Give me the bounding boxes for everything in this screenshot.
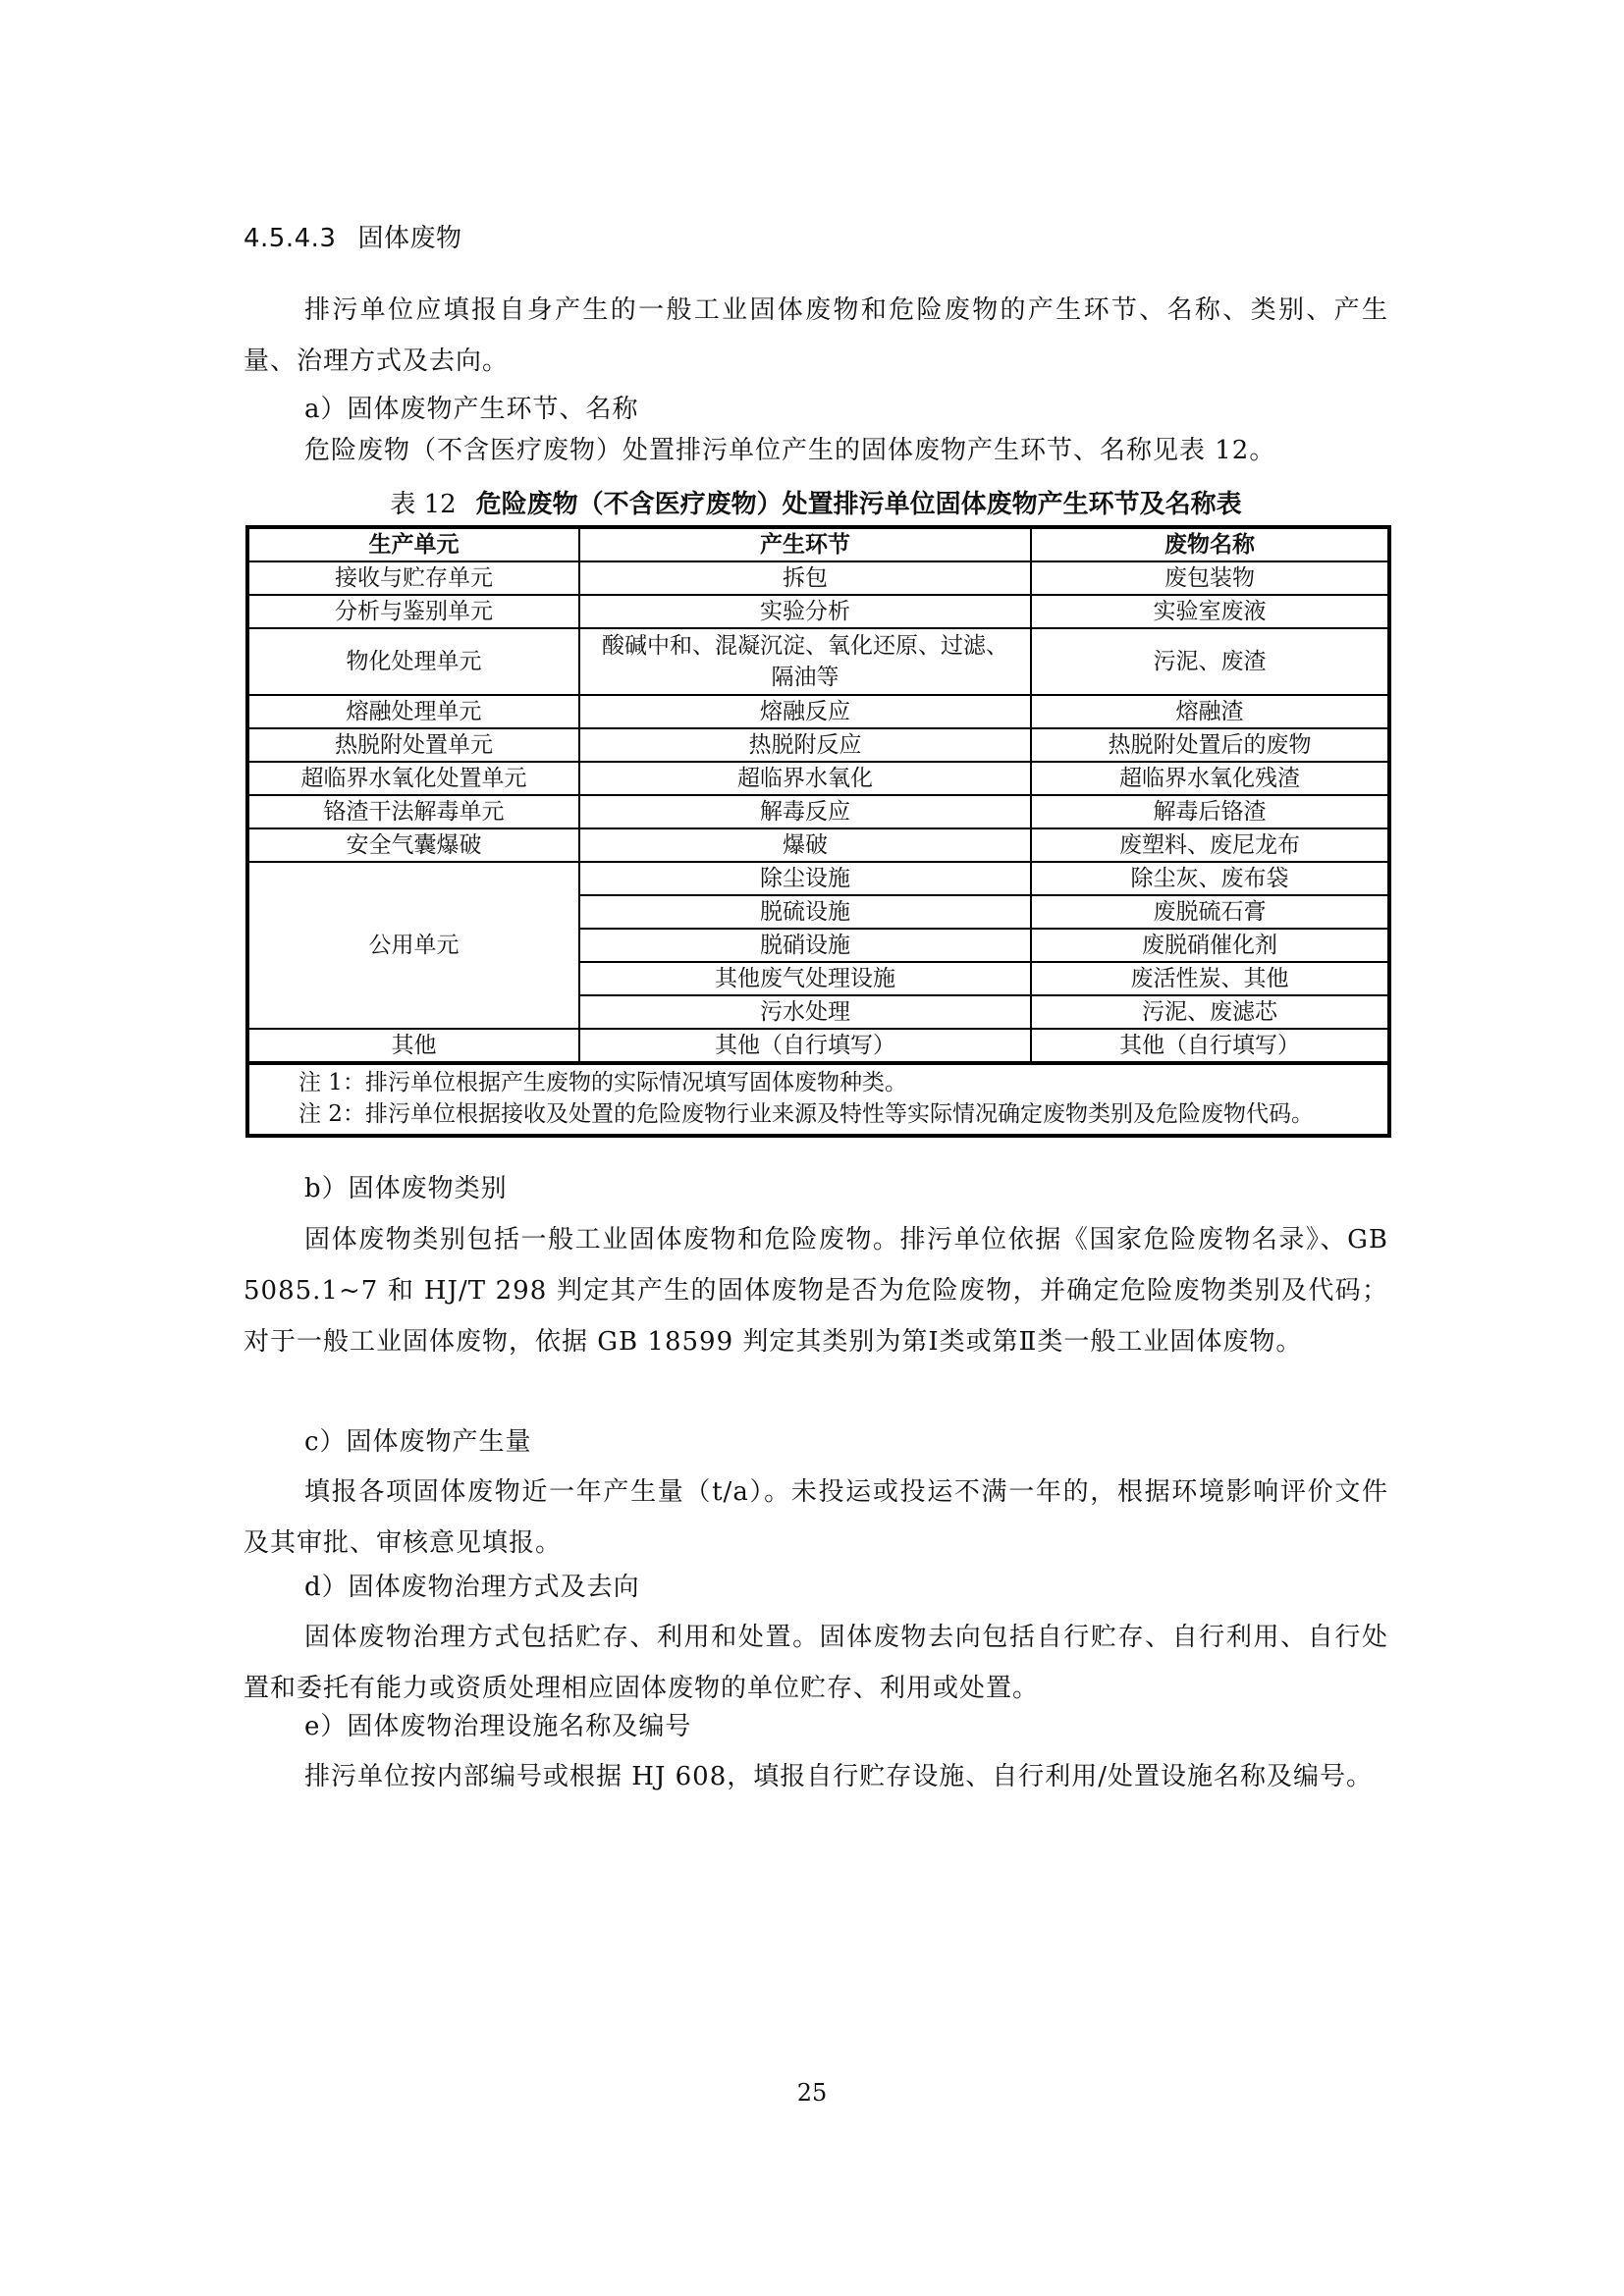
cell-unit: 铬渣干法解毒单元 (247, 795, 579, 828)
cell-waste: 废脱硝催化剂 (1031, 929, 1389, 962)
item-d-text: 固体废物治理方式包括贮存、利用和处置。固体废物去向包括自行贮存、自行利用、自行处置和委托有能力或资质处理相应固体废物的单位贮存、利用或处置。 (244, 1623, 1388, 1703)
header-generation-stage: 产生环节 (579, 527, 1031, 561)
table-row (247, 728, 1389, 762)
cell-stage: 爆破 (579, 828, 1031, 862)
cell-waste: 解毒后铬渣 (1031, 795, 1389, 828)
cell-unit: 超临界水氧化处置单元 (247, 762, 579, 795)
cell-stage: 脱硫设施 (579, 895, 1031, 929)
section-number: 4.5.4.3 (244, 224, 337, 253)
table-notes (247, 1063, 1389, 1136)
cell-unit: 热脱附处置单元 (247, 728, 579, 762)
item-b-text: 固体废物类别包括一般工业固体废物和危险废物。排污单位依据《国家危险废物名录》、GB 5085.1~7 和 HJ/T 298 判定其产生的固体废物是否为危险废物，并确定危险废物类别及代码；对于一般工业固体废物，依据 GB 18599 判定其类别为第Ⅰ类或第Ⅱ类一般工业固体废物。 (244, 1225, 1388, 1357)
section-title: 固体废物 (357, 224, 462, 253)
table-row-other (247, 1029, 1389, 1063)
table-header-row (247, 527, 1389, 561)
intro-paragraph: 排污单位应填报自身产生的一般工业固体废物和危险废物的产生环节、名称、类别、产生量、治理方式及去向。 (244, 295, 1388, 376)
cell-stage: 脱硝设施 (579, 929, 1031, 962)
header-waste-name: 废物名称 (1031, 527, 1389, 561)
cell-waste: 熔融渣 (1031, 695, 1389, 728)
cell-waste: 其他（自行填写） (1031, 1029, 1389, 1063)
cell-stage: 解毒反应 (579, 795, 1031, 828)
cell-waste: 除尘灰、废布袋 (1031, 862, 1389, 895)
cell-unit-public: 公用单元 (247, 862, 579, 1029)
cell-stage: 污水处理 (579, 995, 1031, 1029)
table-title: 危险废物（不含医疗废物）处置排污单位固体废物产生环节及名称表 (475, 490, 1242, 519)
table-row-public (247, 862, 1389, 895)
cell-unit: 其他 (247, 1029, 579, 1063)
cell-unit: 物化处理单元 (247, 628, 579, 695)
cell-unit: 熔融处理单元 (247, 695, 579, 728)
table-row (247, 628, 1389, 695)
table-notes-row (247, 1063, 1389, 1136)
cell-stage: 酸碱中和、混凝沉淀、氧化还原、过滤、隔油等 (579, 628, 1031, 695)
cell-stage: 超临界水氧化 (579, 762, 1031, 795)
section-heading (244, 222, 461, 255)
table-row (247, 561, 1389, 595)
cell-unit: 分析与鉴别单元 (247, 595, 579, 628)
cell-stage: 实验分析 (579, 595, 1031, 628)
cell-unit: 接收与贮存单元 (247, 561, 579, 595)
cell-waste: 实验室废液 (1031, 595, 1389, 628)
table-row (247, 762, 1389, 795)
cell-waste: 热脱附处置后的废物 (1031, 728, 1389, 762)
page-number: 25 (796, 2079, 828, 2107)
cell-waste: 污泥、废渣 (1031, 628, 1389, 695)
item-c-text: 填报各项固体废物近一年产生量（t/a）。未投运或投运不满一年的，根据环境影响评价文件及其审批、审核意见填报。 (244, 1477, 1388, 1558)
item-b-label: b）固体废物类别 (304, 1174, 508, 1203)
cell-waste: 污泥、废滤芯 (1031, 995, 1389, 1029)
cell-stage: 拆包 (579, 561, 1031, 595)
table-note-1: 注 1：排污单位根据产生废物的实际情况填写固体废物种类。 (298, 1070, 907, 1095)
header-production-unit: 生产单元 (247, 527, 579, 561)
table-caption (244, 488, 1388, 521)
item-d-label: d）固体废物治理方式及去向 (304, 1573, 640, 1602)
cell-waste: 废包装物 (1031, 561, 1389, 595)
item-a-text: 危险废物（不含医疗废物）处置排污单位产生的固体废物产生环节、名称见表 12。 (304, 436, 1276, 465)
table-row (247, 795, 1389, 828)
cell-stage: 热脱附反应 (579, 728, 1031, 762)
table-row (247, 828, 1389, 862)
cell-stage: 熔融反应 (579, 695, 1031, 728)
cell-waste: 废活性炭、其他 (1031, 962, 1389, 995)
cell-waste: 超临界水氧化残渣 (1031, 762, 1389, 795)
cell-waste: 废脱硫石膏 (1031, 895, 1389, 929)
item-a-label: a）固体废物产生环节、名称 (304, 395, 639, 424)
cell-stage: 除尘设施 (579, 862, 1031, 895)
cell-waste: 废塑料、废尼龙布 (1031, 828, 1389, 862)
item-e-text: 排污单位按内部编号或根据 HJ 608，填报自行贮存设施、自行利用/处置设施名称及编号。 (304, 1762, 1374, 1791)
waste-table (245, 525, 1391, 1138)
cell-stage: 其他（自行填写） (579, 1029, 1031, 1063)
table-number: 表 12 (390, 490, 457, 519)
table-note-2: 注 2：排污单位根据接收及处置的危险废物行业来源及特性等实际情况确定废物类别及危险废物代码。 (298, 1101, 1314, 1127)
cell-stage: 其他废气处理设施 (579, 962, 1031, 995)
cell-unit: 安全气囊爆破 (247, 828, 579, 862)
table-row (247, 595, 1389, 628)
item-e-label: e）固体废物治理设施名称及编号 (304, 1712, 692, 1741)
item-c-label: c）固体废物产生量 (304, 1427, 532, 1457)
table-row (247, 695, 1389, 728)
